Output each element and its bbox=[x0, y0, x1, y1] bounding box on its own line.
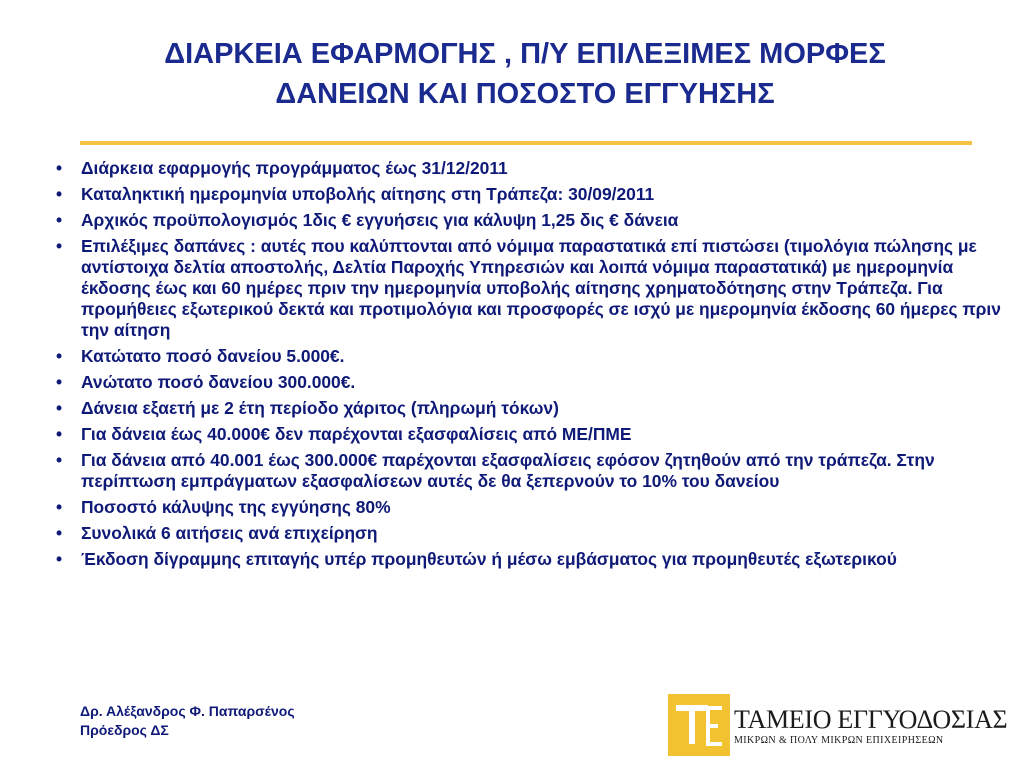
logo-mark-square bbox=[668, 694, 730, 756]
bullet-dot-icon: • bbox=[56, 158, 63, 178]
bullet-dot-icon: • bbox=[56, 424, 63, 444]
bullet-item-loan-term bbox=[56, 398, 1006, 419]
logo-main-text: ΤΑΜΕΙΟ ΕΓΓΥΟΔΟΣΙΑΣ bbox=[734, 705, 1008, 734]
bullet-item-min-loan bbox=[56, 346, 1006, 367]
bullet-text: Διάρκεια εφαρμογής προγράμματος έως 31/12/2011 bbox=[81, 158, 508, 178]
bullet-item-collateral bbox=[56, 450, 1006, 492]
bullet-item-cheque bbox=[56, 549, 1006, 570]
author-name: Δρ. Αλέξανδρος Φ. Παπαρσένος bbox=[80, 703, 295, 719]
logo-text bbox=[734, 705, 1008, 748]
footer-author bbox=[80, 702, 295, 740]
bullet-dot-icon: • bbox=[56, 497, 63, 517]
bullet-text: Για δάνεια έως 40.000€ δεν παρέχονται εξασφαλίσεις από ΜΕ/ΠΜΕ bbox=[81, 424, 632, 444]
bullet-item-guarantee-rate bbox=[56, 497, 1006, 518]
bullet-item-no-collateral bbox=[56, 424, 1006, 445]
bullet-item-eligible-expenses bbox=[56, 236, 1006, 341]
bullet-item-duration bbox=[56, 158, 1006, 179]
logo-mark-icon bbox=[668, 694, 730, 756]
bullet-list bbox=[56, 158, 1006, 575]
bullet-text: Αρχικός προϋπολογισμός 1δις € εγγυήσεις για κάλυψη 1,25 δις € δάνεια bbox=[81, 210, 679, 230]
bullet-text: Δάνεια εξαετή με 2 έτη περίοδο χάριτος (πληρωμή τόκων) bbox=[81, 398, 559, 418]
bullet-dot-icon: • bbox=[56, 236, 63, 256]
author-role: Πρόεδρος ΔΣ bbox=[80, 722, 169, 738]
slide-title-line-1: ΔΙΑΡΚΕΙΑ ΕΦΑΡΜΟΓΗΣ , Π/Υ ΕΠΙΛΕΞΙΜΕΣ ΜΟΡΦΕΣ bbox=[164, 38, 886, 70]
bullet-item-applications bbox=[56, 523, 1006, 544]
slide-title-line-2: ΔΑΝΕΙΩΝ ΚΑΙ ΠΟΣΟΣΤΟ ΕΓΓΥΗΣΗΣ bbox=[275, 78, 775, 110]
bullet-dot-icon: • bbox=[56, 398, 63, 418]
bullet-text: Έκδοση δίγραμμης επιταγής υπέρ προμηθευτών ή μέσω εμβάσματος για προμηθευτές εξωτερικού bbox=[81, 549, 897, 569]
bullet-text: Για δάνεια από 40.001 έως 300.000€ παρέχονται εξασφαλίσεις εφόσον ζητηθούν από την τράπεζα. Στην περίπτωση εμπράγματων εξασφαλίσεων αυτές δε θα ξεπερνούν το 10% του δανείου bbox=[81, 450, 935, 491]
bullet-text: Επιλέξιμες δαπάνες : αυτές που καλύπτονται από νόμιμα παραστατικά επί πιστώσει (τιμολόγια πώλησης με αντίστοιχα δελτία αποστολής, Δελτία Παροχής Υπηρεσιών και λοιπά νόμιμα παραστατικά) με ημερομηνία έκδοσης έως και 60 ημέρες πριν την ημερομηνία υποβολής αίτησης χρηματοδότησης στην Τράπεζα. Για προμήθειες εξωτερικού δεκτά και προτιμολόγια και προσφορές σε ισχύ με ημερομηνία έκδοσης 60 ήμερες πριν την αίτηση bbox=[81, 236, 1001, 340]
bullet-text: Συνολικά 6 αιτήσεις ανά επιχείρηση bbox=[81, 523, 378, 543]
bullet-dot-icon: • bbox=[56, 549, 63, 569]
title-divider bbox=[80, 141, 972, 145]
bullet-dot-icon: • bbox=[56, 184, 63, 204]
logo-mark-graphic bbox=[668, 694, 730, 756]
bullet-dot-icon: • bbox=[56, 450, 63, 470]
bullet-dot-icon: • bbox=[56, 210, 63, 230]
bullet-text: Καταληκτική ημερομηνία υποβολής αίτησης στη Τράπεζα: 30/09/2011 bbox=[81, 184, 655, 204]
bullet-text: Ανώτατο ποσό δανείου 300.000€. bbox=[81, 372, 356, 392]
bullet-item-deadline bbox=[56, 184, 1006, 205]
logo-sub-text: ΜΙΚΡΩΝ & ΠΟΛΥ ΜΙΚΡΩΝ ΕΠΙΧΕΙΡΗΣΕΩΝ bbox=[734, 735, 944, 746]
bullet-dot-icon: • bbox=[56, 523, 63, 543]
bullet-dot-icon: • bbox=[56, 372, 63, 392]
bullet-item-max-loan bbox=[56, 372, 1006, 393]
slide-title bbox=[60, 34, 990, 114]
bullet-dot-icon: • bbox=[56, 346, 63, 366]
bullet-text: Κατώτατο ποσό δανείου 5.000€. bbox=[81, 346, 345, 366]
bullet-text: Ποσοστό κάλυψης της εγγύησης 80% bbox=[81, 497, 391, 517]
bullet-item-budget bbox=[56, 210, 1006, 231]
